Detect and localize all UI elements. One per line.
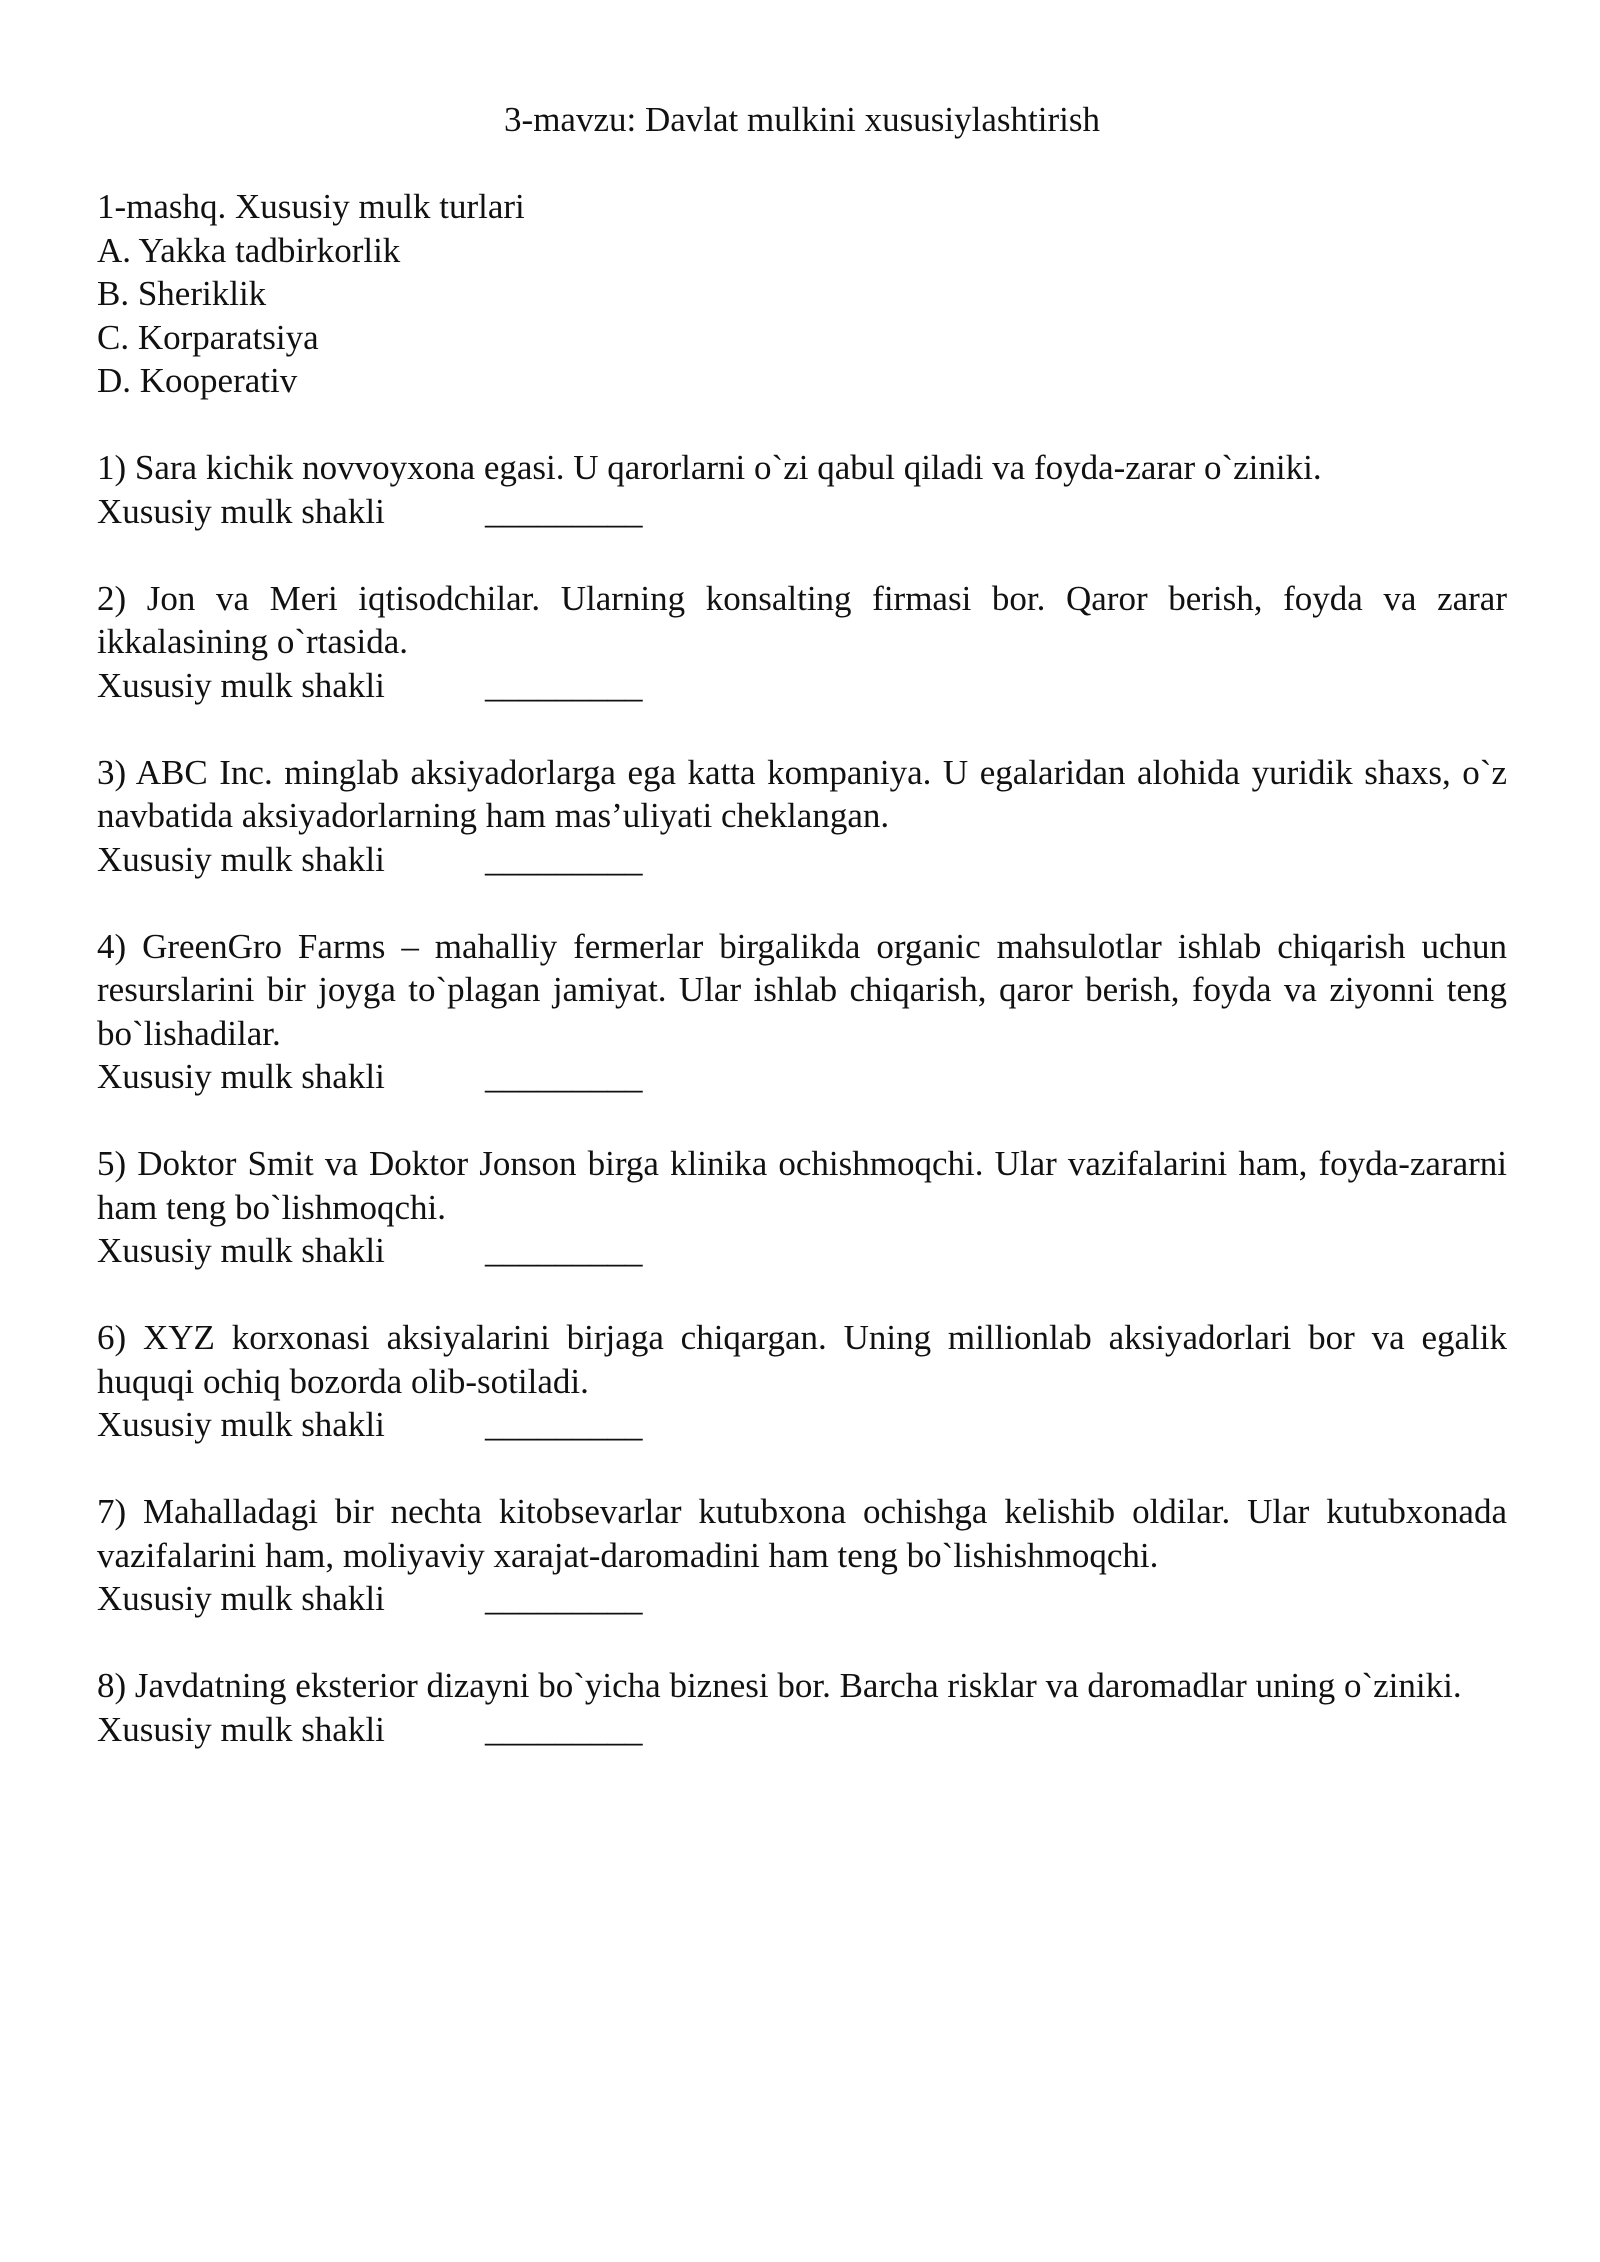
question-4 [97, 925, 1507, 1099]
question-1 [97, 446, 1507, 533]
answer-line [97, 1577, 1507, 1621]
question-text: 8) Javdatning eksterior dizayni bo`yicha biznesi bor. Barcha risklar va daromadlar uning o`ziniki. [97, 1666, 1462, 1705]
answer-blank[interactable]: _________ [485, 1709, 643, 1749]
answer-label: Xususiy mulk shakli [97, 1057, 385, 1096]
answer-label: Xususiy mulk shakli [97, 665, 385, 705]
answer-label: Xususiy mulk shakli [97, 1231, 385, 1270]
answer-blank[interactable]: _________ [485, 1579, 643, 1618]
question-text: 5) Doktor Smit va Doktor Jonson birga klinika ochishmoqchi. Ular vazifalarini ham, foyda-zararni ham teng bo`lishmoqchi. [97, 1144, 1507, 1227]
answer-label: Xususiy mulk shakli [97, 839, 385, 879]
answer-line [97, 1708, 1507, 1752]
question-5 [97, 1142, 1507, 1273]
answer-label: Xususiy mulk shakli [97, 1405, 385, 1444]
question-text: 2) Jon va Meri iqtisodchilar. Ularning konsalting firmasi bor. Qaror berish, foyda va zarar ikkalasining o`rtasida. [97, 578, 1507, 661]
answer-line [97, 1403, 1507, 1447]
answer-label: Xususiy mulk shakli [97, 1709, 385, 1749]
answer-line [97, 664, 1507, 708]
answer-label: Xususiy mulk shakli [97, 491, 385, 531]
answer-blank[interactable]: _________ [485, 665, 643, 705]
answer-blank[interactable]: _________ [485, 839, 643, 879]
option-item: A. Yakka tadbirkorlik [97, 230, 401, 270]
answer-blank[interactable]: _________ [485, 491, 643, 531]
question-text: 3) ABC Inc. minglab aksiyadorlarga ega katta kompaniya. U egalaridan alohida yuridik shaxs, o`z navbatida aksiyadorlarning ham mas’uliyati cheklangan. [97, 752, 1507, 835]
question-text: 7) Mahalladagi bir nechta kitobsevarlar kutubxona ochishga kelishib oldilar. Ular kutubxonada vazifalarini ham, moliyaviy xarajat-daromadini ham teng bo`lishishmoqchi. [97, 1492, 1507, 1575]
exercise-heading: 1-mashq. Xususiy mulk turlari [97, 187, 525, 226]
answer-line [97, 1229, 1507, 1273]
option-list [97, 229, 1507, 403]
answer-line [97, 490, 1507, 534]
question-text: 4) GreenGro Farms – mahalliy fermerlar birgalikda organic mahsulotlar ishlab chiqarish uchun resurslarini bir joyga to`plagan jamiyat. Ular ishlab chiqarish, qaror berish, foyda va ziyonni teng bo`lishadilar. [97, 926, 1507, 1053]
document-page [97, 98, 1507, 1795]
answer-blank[interactable]: _________ [485, 1405, 643, 1444]
option-item: D. Kooperativ [97, 361, 298, 400]
answer-line [97, 1055, 1507, 1099]
question-text: 1) Sara kichik novvoyxona egasi. U qarorlarni o`zi qabul qiladi va foyda-zarar o`ziniki. [97, 448, 1322, 487]
question-7 [97, 1490, 1507, 1621]
answer-blank[interactable]: _________ [485, 1057, 643, 1096]
answer-label: Xususiy mulk shakli [97, 1579, 385, 1618]
question-text: 6) XYZ korxonasi aksiyalarini birjaga chiqargan. Uning millionlab aksiyadorlari bor va egalik huquqi ochiq bozorda olib-sotiladi. [97, 1318, 1507, 1401]
question-6 [97, 1316, 1507, 1447]
option-item: C. Korparatsiya [97, 317, 319, 357]
page-title: 3-mavzu: Davlat mulkini xususiylashtirish [504, 100, 1100, 139]
question-8 [97, 1664, 1507, 1751]
answer-blank[interactable]: _________ [485, 1231, 643, 1270]
answer-line [97, 838, 1507, 882]
option-item: B. Sheriklik [97, 274, 267, 313]
question-3 [97, 751, 1507, 882]
question-2 [97, 577, 1507, 708]
